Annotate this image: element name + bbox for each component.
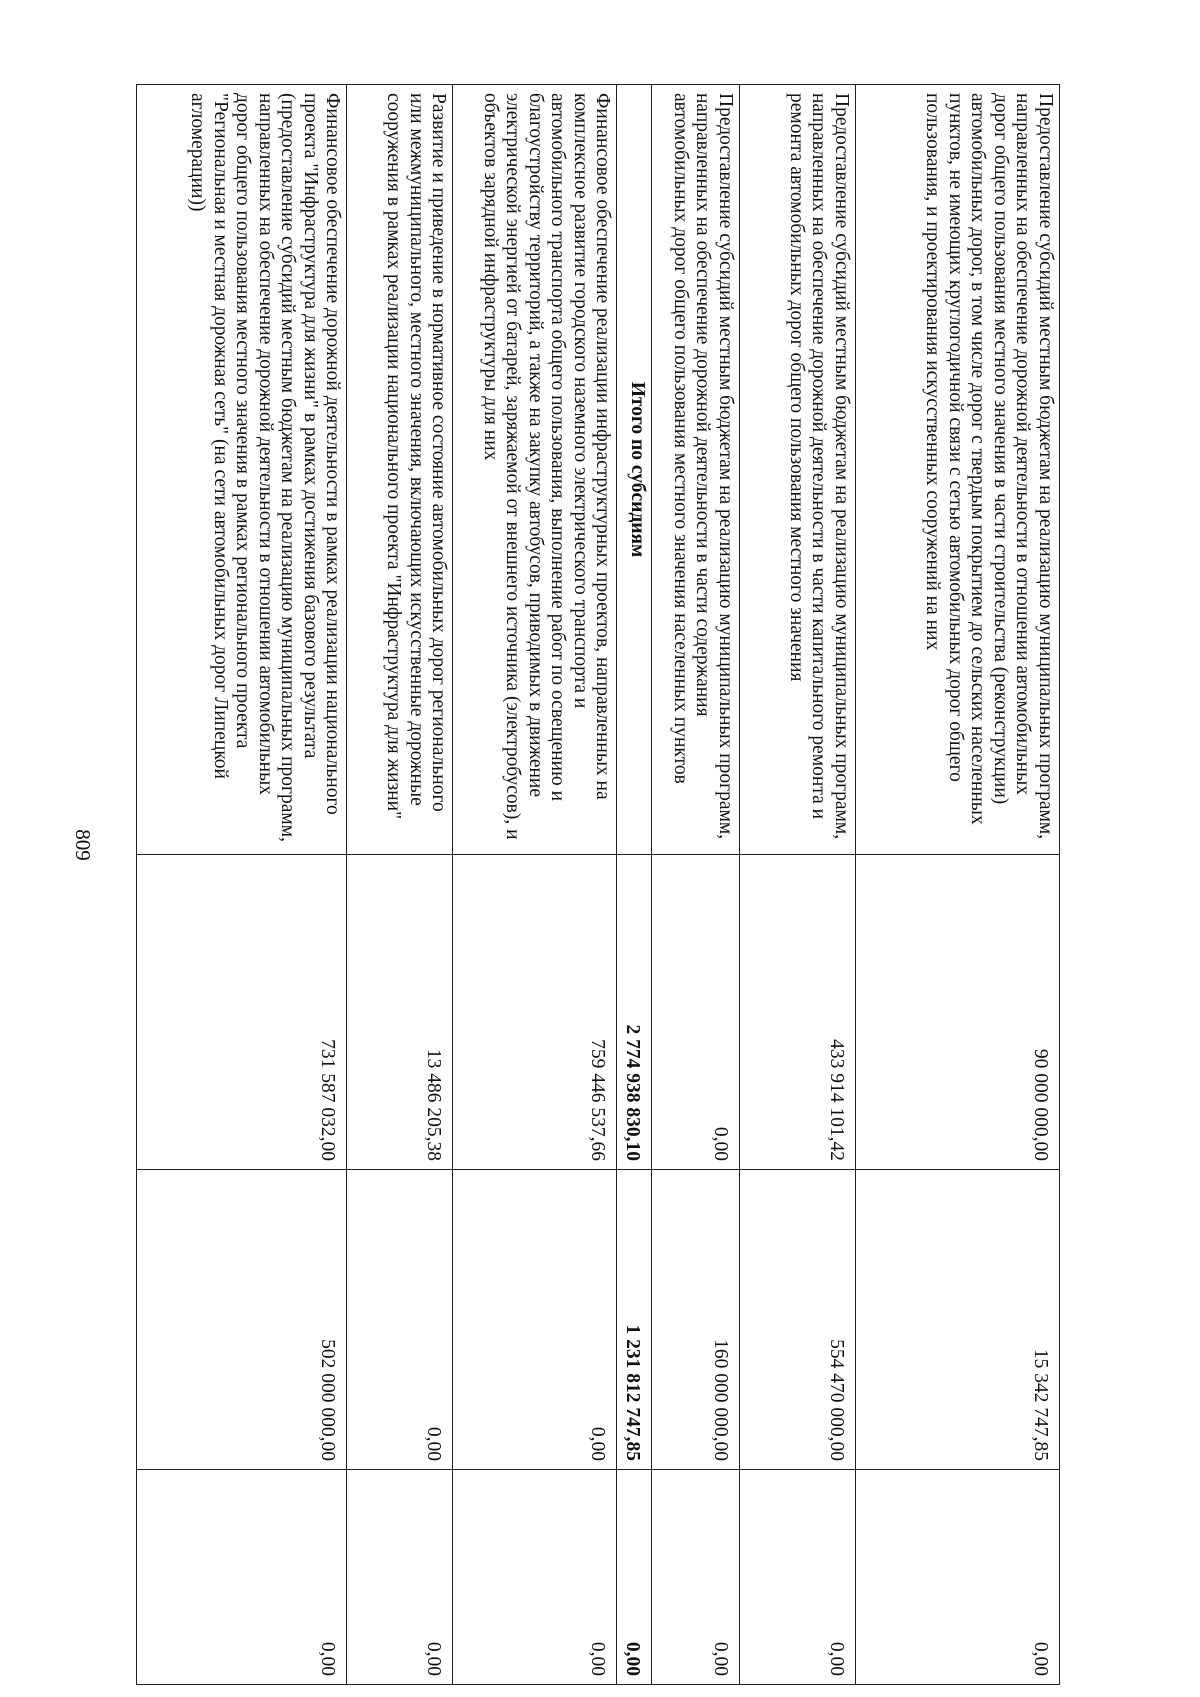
row-description: Финансовое обеспечение дорожной деятельности в рамках реализации национального проекта "Инфраструктура для жизни" в рамках достижения базового результата (предоставление субсидий местным бюджетам на реализацию муниципальных программ, направленных на обеспечение дорожной деятельности в отношении автомобильных дорог общего пользования местного значения в рамках регионального проекта "Региональная и местная дорожная сеть" (на сети автомобильных дорог Липецкой агломерации)) xyxy=(137,85,347,855)
row-value-3: 0,00 xyxy=(453,1470,617,1685)
row-value-1: 759 446 537,66 xyxy=(453,855,617,1170)
row-description: Предоставление субсидий местным бюджетам на реализацию муниципальных программ, направленных на обеспечение дорожной деятельности в части капитального ремонта и ремонта автомобильных дорог общего пользования местного значения xyxy=(740,85,856,855)
row-value-1: 0,00 xyxy=(652,855,740,1170)
table-row xyxy=(347,85,453,1685)
table-row xyxy=(856,85,1060,1685)
rotated-table-container xyxy=(139,84,1060,1684)
row-value-3: 0,00 xyxy=(652,1470,740,1685)
table-row xyxy=(137,85,347,1685)
row-description: Предоставление субсидий местным бюджетам на реализацию муниципальных программ, направленных на обеспечение дорожной деятельности в отношении автомобильных дорог общего пользования местного значения в части строительства (реконструкции) автомобильных дорог, в том числе дорог с твердым покрытием до сельских населенных пунктов, не имеющих круглогодичной связи с сетью автомобильных дорог общего пользования, и проектирования искусственных сооружений на них xyxy=(856,85,1060,855)
row-description: Итого по субсидиям xyxy=(617,85,652,855)
row-value-2: 160 000 000,00 xyxy=(652,1170,740,1470)
row-value-1: 731 587 032,00 xyxy=(137,855,347,1170)
row-description: Финансовое обеспечение реализации инфраструктурных проектов, направленных на комплексное развитие городского наземного электрического транспорта и автомобильного транспорта общего пользования, выполнение работ по освещению и благоустройству территорий, а также на закупку автобусов, приводимых в движение электрической энергией от батарей, заряжаемой от внешнего источника (электробусов), и объектов зарядной инфраструктуры для них xyxy=(453,85,617,855)
row-value-3: 0,00 xyxy=(347,1470,453,1685)
row-value-2: 0,00 xyxy=(453,1170,617,1470)
table-row xyxy=(740,85,856,1685)
row-description: Предоставление субсидий местным бюджетам на реализацию муниципальных программ, направленных на обеспечение дорожной деятельности в части содержания автомобильных дорог общего пользования местного значения населенных пунктов xyxy=(652,85,740,855)
row-value-3: 0,00 xyxy=(137,1470,347,1685)
row-value-2: 554 470 000,00 xyxy=(740,1170,856,1470)
row-value-2: 15 342 747,85 xyxy=(856,1170,1060,1470)
row-value-3: 0,00 xyxy=(740,1470,856,1685)
row-value-2: 1 231 812 747,85 xyxy=(617,1170,652,1470)
budget-table xyxy=(137,84,1061,1685)
row-value-1: 90 000 000,00 xyxy=(856,855,1060,1170)
page-number: 809 xyxy=(71,829,95,861)
row-value-3: 0,00 xyxy=(856,1470,1060,1685)
row-value-1: 433 914 101,42 xyxy=(740,855,856,1170)
row-value-1: 13 486 205,38 xyxy=(347,855,453,1170)
row-value-2: 502 000 000,00 xyxy=(137,1170,347,1470)
row-value-2: 0,00 xyxy=(347,1170,453,1470)
row-value-1: 2 774 938 830,10 xyxy=(617,855,652,1170)
row-value-3: 0,00 xyxy=(617,1470,652,1685)
table-row xyxy=(652,85,740,1685)
row-description: Развитие и приведение в нормативное состояние автомобильных дорог регионального или межмуниципального, местного значения, включающих искусственные дорожные сооружения в рамках реализации национального проекта "Инфраструктура для жизни" xyxy=(347,85,453,855)
table-row xyxy=(453,85,617,1685)
table-total-row xyxy=(617,85,652,1685)
